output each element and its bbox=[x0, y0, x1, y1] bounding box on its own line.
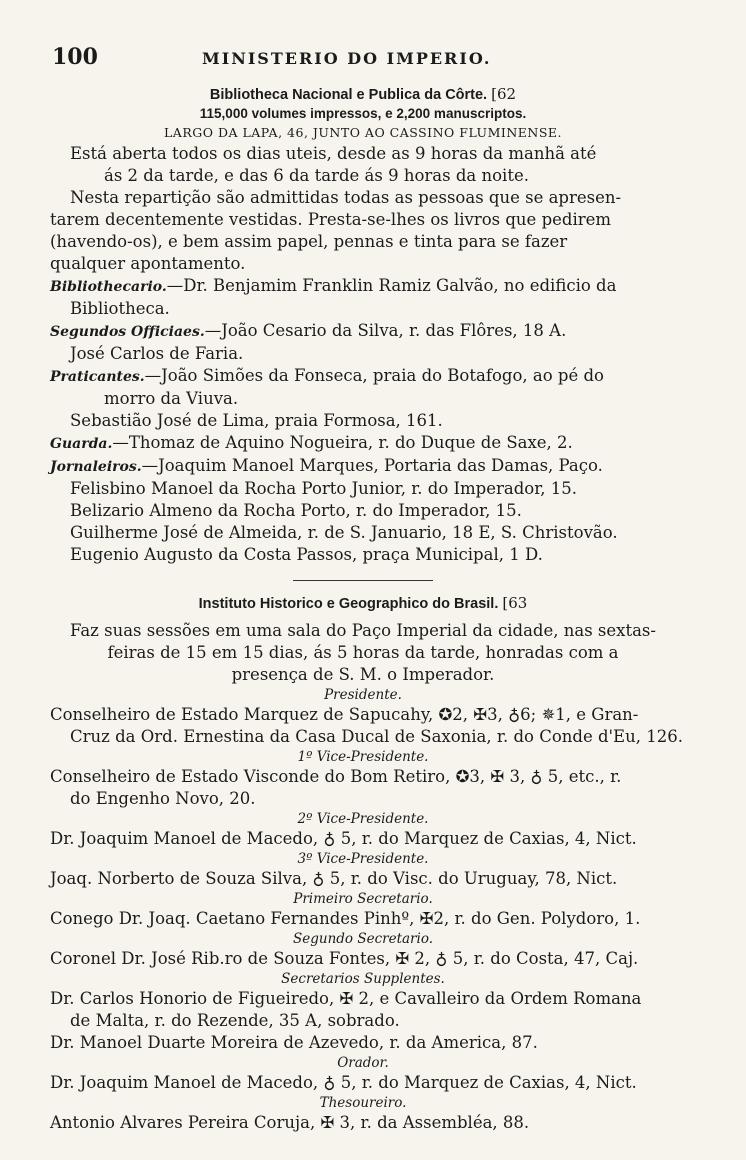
jornaleiro-2: Belizario Almeno da Rocha Porto, r. do Imperador, 15. bbox=[70, 501, 522, 520]
bibliotheca-volumes: 115,000 volumes impressos, e 2,200 manuscriptos. bbox=[199, 106, 527, 121]
vp1-label: 1º Vice-Presidente. bbox=[297, 749, 429, 765]
tesoureiro-line: Antonio Alvares Pereira Coruja, ✠ 3, r. da Assembléa, 88. bbox=[50, 1113, 530, 1132]
bibliotheca-address: LARGO DA LAPA, 46, JUNTO AO CASSINO FLUMINENSE. bbox=[164, 125, 562, 140]
segundos-cont: José Carlos de Faria. bbox=[70, 344, 244, 363]
presidente-line-2: Cruz da Ord. Ernestina da Casa Ducal de Saxonia, r. do Conde d'Eu, 126. bbox=[70, 727, 683, 746]
supl-line-2: de Malta, r. do Rezende, 35 A, sobrado. bbox=[70, 1011, 400, 1030]
bibliothecario-label: Bibliothecario. bbox=[50, 279, 167, 295]
jornaleiros-label: Jornaleiros. bbox=[50, 459, 142, 475]
hours-line-1: Está aberta todos os dias uteis, desde as 9 horas da manhã até bbox=[70, 144, 597, 163]
bibliothecario-text: —Dr. Benjamim Franklin Ramiz Galvão, no edificio da bbox=[166, 276, 617, 295]
intro-line-1: Faz suas sessões em uma sala do Paço Imperial da cidade, nas sextas- bbox=[70, 621, 656, 640]
bibliothecario-cont: Bibliotheca. bbox=[70, 299, 170, 318]
orador-label: Orador. bbox=[337, 1055, 389, 1071]
supl-line-3: Dr. Manoel Duarte Moreira de Azevedo, r. da America, 87. bbox=[50, 1033, 538, 1052]
vp3-label: 3º Vice-Presidente. bbox=[297, 851, 429, 867]
sec1-label: Primeiro Secretario. bbox=[293, 891, 433, 907]
vp2-label: 2º Vice-Presidente. bbox=[297, 811, 429, 827]
section-divider bbox=[293, 580, 433, 581]
vp2-line: Dr. Joaquim Manoel de Macedo, ♁ 5, r. do Marquez de Caxias, 4, Nict. bbox=[50, 829, 637, 848]
jornaleiro-3: Guilherme José de Almeida, r. de S. Januario, 18 E, S. Christovão. bbox=[70, 523, 618, 542]
guarda-entry bbox=[40, 432, 686, 455]
praticantes-cont: morro da Viuva. bbox=[104, 389, 239, 408]
page-header bbox=[52, 44, 686, 70]
instituto-title: Instituto Historico e Geographico do Brasil. bbox=[198, 596, 499, 612]
vp1-line-1: Conselheiro de Estado Visconde do Bom Retiro, ✪3, ✠ 3, ♁ 5, etc., r. bbox=[50, 767, 622, 786]
jornaleiros-text: —Joaquim Manoel Marques, Portaria das Damas, Paço. bbox=[141, 456, 603, 475]
segundos-entry bbox=[40, 320, 686, 343]
presidente-line-1: Conselheiro de Estado Marquez de Sapucahy, ✪2, ✠3, ♁6; ✵1, e Gran- bbox=[50, 705, 639, 724]
sec2-label: Segundo Secretario. bbox=[293, 931, 433, 947]
orador-line: Dr. Joaquim Manoel de Macedo, ♁ 5, r. do Marquez de Caxias, 4, Nict. bbox=[50, 1073, 637, 1092]
rules-line-2: tarem decentemente vestidas. Presta-se-lhes os livros que pedirem bbox=[50, 210, 612, 229]
section-title-instituto bbox=[40, 593, 686, 614]
sec2-line: Coronel Dr. José Rib.ro de Souza Fontes, ✠ 2, ♁ 5, r. do Costa, 47, Caj. bbox=[50, 949, 639, 968]
presidente-label: Presidente. bbox=[324, 687, 402, 703]
segundos-text: —João Cesario da Silva, r. das Flôres, 18 A. bbox=[204, 321, 567, 340]
guarda-label: Guarda. bbox=[50, 436, 113, 452]
supl-label: Secretarios Supplentes. bbox=[281, 971, 445, 987]
praticantes-text: —João Simões da Fonseca, praia do Botafogo, ao pé do bbox=[144, 366, 604, 385]
jornaleiros-entry bbox=[40, 455, 686, 478]
vp3-line: Joaq. Norberto de Souza Silva, ♁ 5, r. do Visc. do Uruguay, 78, Nict. bbox=[50, 869, 618, 888]
rules-line-1: Nesta repartição são admittidas todas as pessoas que se apresen- bbox=[70, 188, 622, 207]
rules-line-4: qualquer apontamento. bbox=[50, 254, 246, 273]
vp1-line-2: do Engenho Novo, 20. bbox=[70, 789, 256, 808]
hours-line-2: ás 2 da tarde, e das 6 da tarde ás 9 horas da noite. bbox=[104, 166, 529, 185]
intro-line-2: feiras de 15 em 15 dias, ás 5 horas da tarde, honradas com a bbox=[107, 643, 619, 662]
praticantes-extra: Sebastião José de Lima, praia Formosa, 161. bbox=[70, 411, 443, 430]
section-title-bibliotheca bbox=[40, 84, 686, 105]
intro-line-3: presença de S. M. o Imperador. bbox=[231, 665, 495, 684]
supl-line-1: Dr. Carlos Honorio de Figueiredo, ✠ 2, e Cavalleiro da Ordem Romana bbox=[50, 989, 642, 1008]
sec1-line: Conego Dr. Joaq. Caetano Fernandes Pinhº, ✠2, r. do Gen. Polydoro, 1. bbox=[50, 909, 641, 928]
tesoureiro-label: Thesoureiro. bbox=[319, 1095, 407, 1111]
bibliothecario-entry bbox=[40, 275, 686, 298]
jornaleiro-1: Felisbino Manoel da Rocha Porto Junior, r. do Imperador, 15. bbox=[70, 479, 578, 498]
jornaleiro-4: Eugenio Augusto da Costa Passos, praça Municipal, 1 D. bbox=[70, 545, 543, 564]
bibliotheca-number: [62 bbox=[491, 85, 517, 103]
segundos-label: Segundos Officiaes. bbox=[50, 324, 205, 340]
instituto-number: [63 bbox=[502, 594, 528, 612]
praticantes-label: Praticantes. bbox=[50, 369, 145, 385]
praticantes-entry bbox=[40, 365, 686, 388]
running-title: MINISTERIO DO IMPERIO. bbox=[202, 49, 492, 68]
bibliotheca-title: Bibliotheca Nacional e Publica da Côrte. bbox=[209, 87, 488, 103]
guarda-text: —Thomaz de Aquino Nogueira, r. do Duque de Saxe, 2. bbox=[112, 433, 573, 452]
rules-line-3: (havendo-os), e bem assim papel, pennas e tinta para se fazer bbox=[50, 232, 568, 251]
page-number: 100 bbox=[52, 44, 98, 70]
